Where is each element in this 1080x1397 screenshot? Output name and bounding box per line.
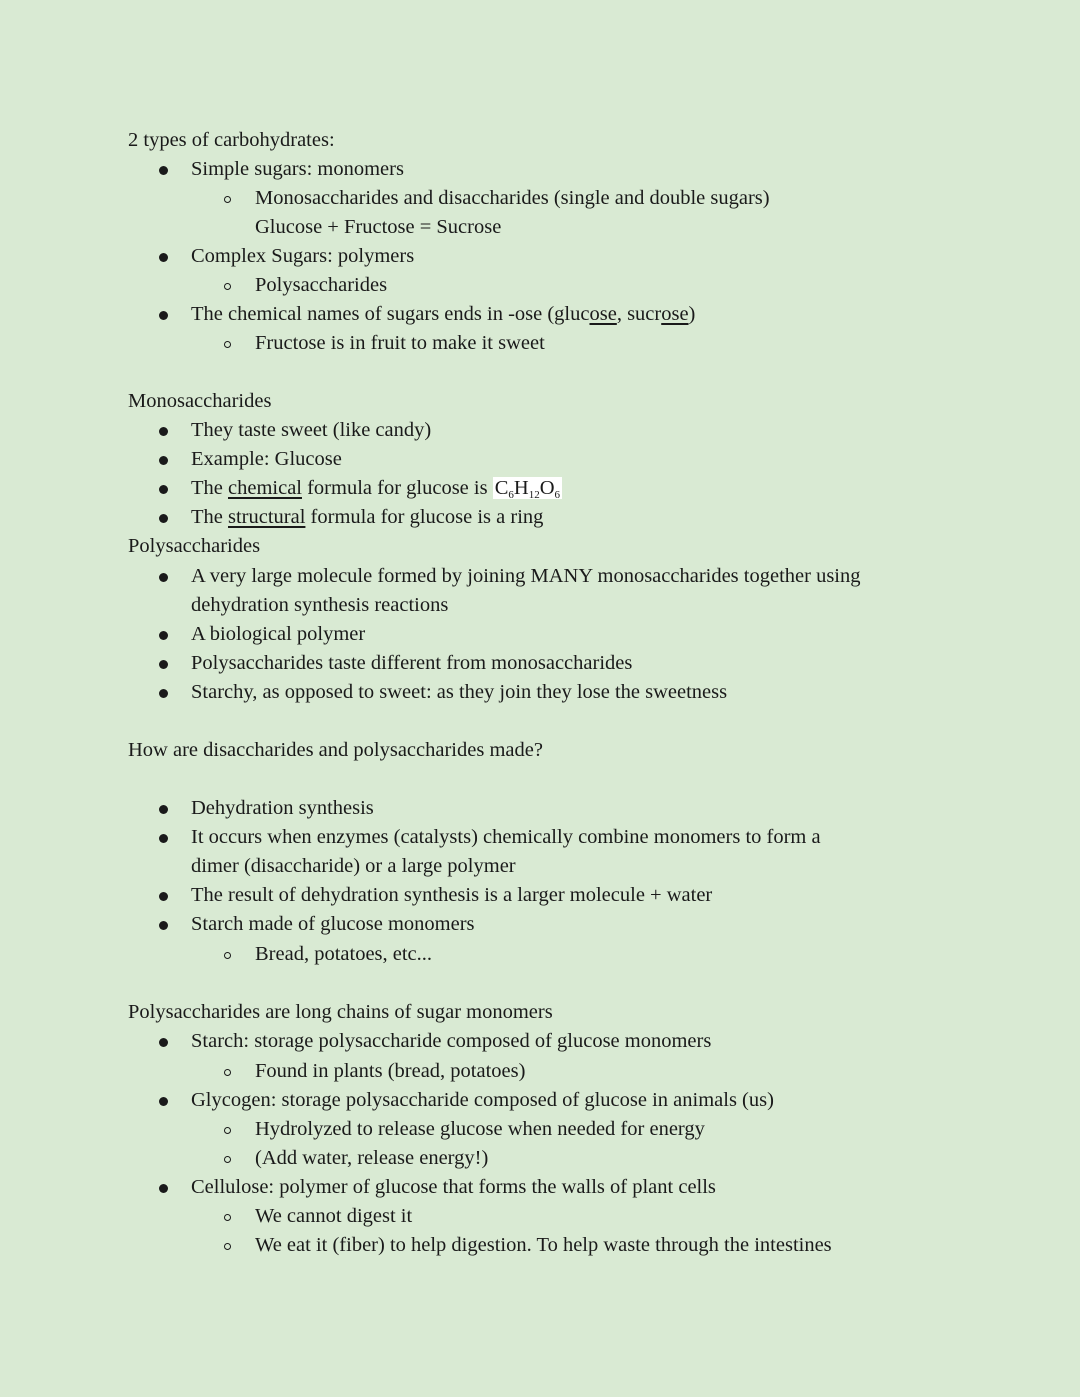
bullet-large-molecule-cont: dehydration synthesis reactions	[191, 594, 449, 616]
bullet-icon	[159, 1184, 168, 1193]
sub-bullet-fructose: Fructose is in fruit to make it sweet	[255, 332, 545, 354]
sub-bullet-add-water: (Add water, release energy!)	[255, 1147, 489, 1169]
bullet-icon	[159, 805, 168, 814]
bullet-icon	[159, 1038, 168, 1047]
sub-bullet-icon	[224, 1127, 231, 1134]
sub-bullet-icon	[224, 283, 231, 290]
sub-bullet-icon	[224, 1214, 231, 1221]
sub-bullet-hydrolyzed: Hydrolyzed to release glucose when needed for energy	[255, 1118, 705, 1140]
sub-bullet-found-in-plants: Found in plants (bread, potatoes)	[255, 1060, 526, 1082]
bullet-large-molecule: A very large molecule formed by joining MANY monosaccharides together using	[191, 565, 861, 587]
bullet-biological-polymer: A biological polymer	[191, 623, 366, 645]
bullet-icon	[159, 311, 168, 320]
heading-carb-types: 2 types of carbohydrates:	[128, 129, 335, 151]
equation-sucrose: Glucose + Fructose = Sucrose	[255, 216, 502, 238]
bullet-structural-formula: The structural formula for glucose is a ring	[191, 506, 544, 528]
bullet-cellulose: Cellulose: polymer of glucose that forms the walls of plant cells	[191, 1176, 716, 1198]
sub-bullet-polysaccharides: Polysaccharides	[255, 274, 388, 296]
bullet-ose-names: The chemical names of sugars ends in -ose (glucose, sucrose)	[191, 303, 696, 325]
bullet-enzymes-cont: dimer (disaccharide) or a large polymer	[191, 855, 516, 877]
bullet-starch-glucose: Starch made of glucose monomers	[191, 913, 475, 935]
bullet-icon	[159, 834, 168, 843]
sub-bullet-icon	[224, 341, 231, 348]
bullet-icon	[159, 514, 168, 523]
bullet-icon	[159, 631, 168, 640]
glucose-formula: $C_6H_{12}O_6$	[494, 477, 561, 501]
bullet-icon	[159, 689, 168, 698]
bullet-enzymes: It occurs when enzymes (catalysts) chemically combine monomers to form a	[191, 826, 821, 848]
bullet-example-glucose: Example: Glucose	[191, 448, 342, 470]
sub-bullet-icon	[224, 1156, 231, 1163]
bullet-icon	[159, 253, 168, 262]
bullet-simple-sugars: Simple sugars: monomers	[191, 158, 404, 180]
heading-long-chains: Polysaccharides are long chains of sugar monomers	[128, 1001, 553, 1023]
heading-monosaccharides: Monosaccharides	[128, 390, 272, 412]
sub-bullet-fiber: We eat it (fiber) to help digestion. To help waste through the intestines	[255, 1234, 832, 1256]
sub-bullet-icon	[224, 196, 231, 203]
sub-bullet-mono-di: Monosaccharides and disaccharides (single and double sugars)	[255, 187, 770, 209]
sub-bullet-icon	[224, 952, 231, 959]
bullet-icon	[159, 485, 168, 494]
bullet-dehydration-synthesis: Dehydration synthesis	[191, 797, 374, 819]
sub-bullet-cannot-digest: We cannot digest it	[255, 1205, 413, 1227]
bullet-taste-different: Polysaccharides taste different from monosaccharides	[191, 652, 633, 674]
bullet-icon	[159, 456, 168, 465]
bullet-result-water: The result of dehydration synthesis is a larger molecule + water	[191, 884, 713, 906]
heading-how-made: How are disaccharides and polysaccharides made?	[128, 739, 543, 761]
bullet-complex-sugars: Complex Sugars: polymers	[191, 245, 415, 267]
bullet-glycogen: Glycogen: storage polysaccharide composed of glucose in animals (us)	[191, 1089, 774, 1111]
bullet-icon	[159, 1097, 168, 1106]
sub-bullet-icon	[224, 1243, 231, 1250]
sub-bullet-icon	[224, 1069, 231, 1076]
bullet-icon	[159, 166, 168, 175]
sub-bullet-bread: Bread, potatoes, etc...	[255, 943, 433, 965]
bullet-icon	[159, 660, 168, 669]
bullet-icon	[159, 921, 168, 930]
bullet-taste-sweet: They taste sweet (like candy)	[191, 419, 432, 441]
bullet-icon	[159, 573, 168, 582]
bullet-icon	[159, 892, 168, 901]
bullet-starchy: Starchy, as opposed to sweet: as they join they lose the sweetness	[191, 681, 728, 703]
bullet-starch: Starch: storage polysaccharide composed of glucose monomers	[191, 1030, 712, 1052]
bullet-icon	[159, 427, 168, 436]
bullet-chemical-formula: The chemical formula for glucose is $C_6H_{12}O_6$	[191, 477, 561, 501]
heading-polysaccharides: Polysaccharides	[128, 535, 261, 557]
